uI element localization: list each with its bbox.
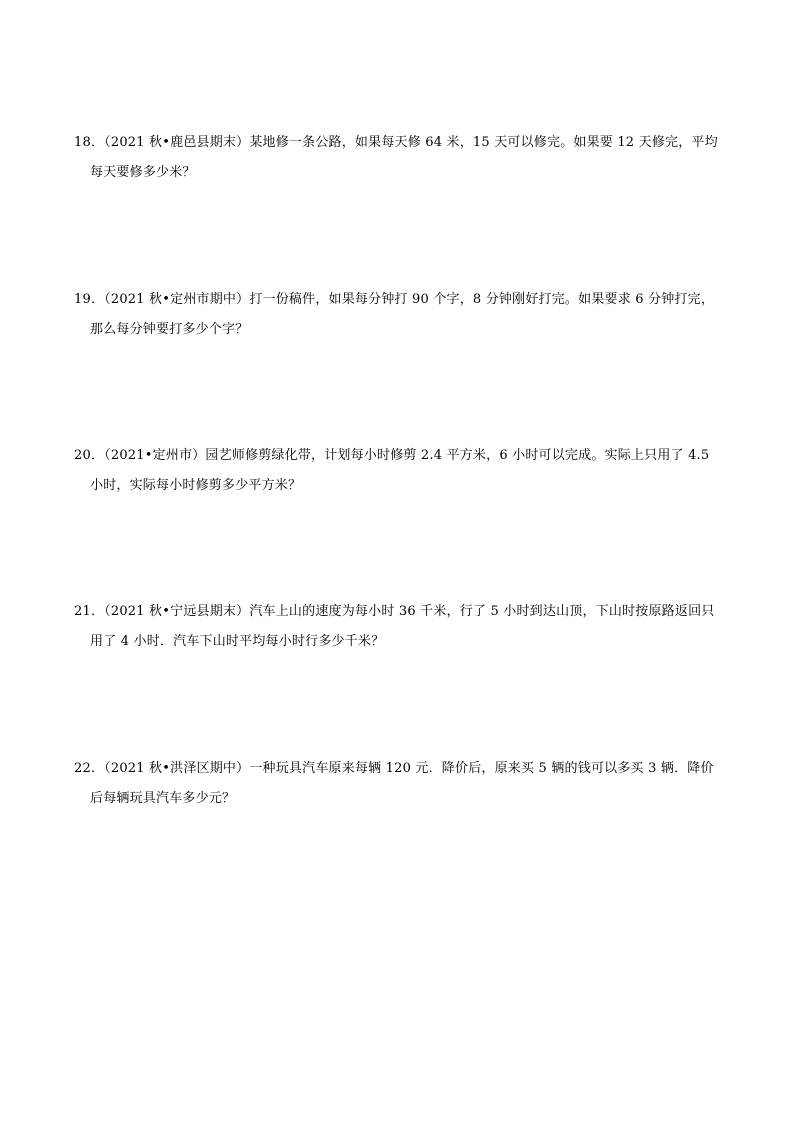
question-20-line-2: 小时，实际每小时修剪多少平方米？: [90, 478, 302, 493]
question-18: [74, 128, 730, 188]
question-21: [74, 597, 730, 657]
question-20: [74, 441, 730, 501]
question-21-line-2: 用了 4 小时．汽车下山时平均每小时行多少千米？: [90, 634, 385, 649]
question-18-line-2: 每天要修多少米？: [90, 165, 196, 180]
question-19: [74, 285, 730, 345]
question-19-line-1: 19．（2021 秋•定州市期中）打一份稿件，如果每分钟打 90 个字，8 分钟刚好打完。如果要求 6 分钟打完，: [74, 292, 715, 307]
question-19-line-2: 那么每分钟要打多少个字？: [90, 322, 249, 337]
question-22-line-1: 22．（2021 秋•洪泽区期中）一种玩具汽车原来每辆 120 元．降价后，原来买 5 辆的钱可以多买 3 辆．降价: [74, 761, 714, 776]
question-20-line-1: 20．（2021•定州市）园艺师修剪绿化带，计划每小时修剪 2.4 平方米，6 小时可以完成。实际上只用了 4.5: [74, 448, 710, 463]
question-21-line-1: 21．（2021 秋•宁远县期末）汽车上山的速度为每小时 36 千米，行了 5 小时到达山顶，下山时按原路返回只: [74, 604, 715, 619]
question-22: [74, 754, 730, 814]
question-18-line-1: 18．（2021 秋•鹿邑县期末）某地修一条公路，如果每天修 64 米，15 天可以修完。如果要 12 天修完，平均: [74, 135, 718, 150]
question-22-line-2: 后每辆玩具汽车多少元？: [90, 791, 236, 806]
